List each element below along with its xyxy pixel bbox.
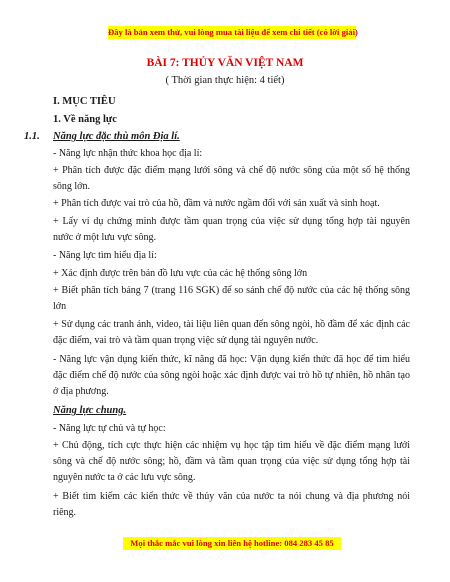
paragraph: + Phân tích được vai trò của hồ, đầm và nước ngầm đối với sản xuất và sinh hoạt. — [53, 198, 380, 209]
paragraph: + Lấy ví dụ chứng minh được tầm quan trọng của việc sử dụng tổng hợp tài nguyên nước ở một lưu vực sông. — [53, 216, 410, 243]
paragraph: + Chủ động, tích cực thực hiện các nhiệm vụ học tập tìm hiểu về đặc điểm mạng lưới sông và chế độ nước sông; hồ, đầm và tầm quan trọng của việc sử dụng tổng hợp tài nguyên nước ta ở các lưu vực sông. — [53, 440, 410, 483]
paragraph: + Xác định được trên bản đồ lưu vực của các hệ thống sông lớn — [53, 268, 308, 279]
subsection-number: 1.1. — [24, 131, 40, 142]
lesson-title: BÀI 7: THỦY VĂN VIỆT NAM — [146, 57, 304, 69]
paragraph: + Phân tích được đặc điểm mạng lưới sông và chế độ nước sông của một số hệ thống sông lớn. — [53, 165, 410, 192]
hotline-footer: Mọi thắc mắc vui lòng xin liên hệ hotline: 084 283 45 85 — [123, 537, 341, 550]
subsection-heading-competence: 1. Về năng lực — [53, 114, 117, 125]
section-heading-objectives: I. MỤC TIÊU — [53, 96, 116, 107]
subsection-heading-specific: Năng lực đặc thù môn Địa lí. — [53, 131, 180, 142]
paragraph: - Năng lực vận dụng kiến thức, kĩ năng đã học: Vận dụng kiến thức đã học để tìm hiểu đặc điểm chế độ nước của sông ngòi hoặc xác định được vai trò hồ tự nhiên, hồ nhân tạo ở địa phương. — [53, 354, 410, 397]
paragraph: + Sử dụng các tranh ảnh, video, tài liệu liên quan đến sông ngòi, hồ đầm để xác định các đặc điểm, vai trò và tầm quan trọng việc sử dụng tài nguyên nước. — [53, 319, 410, 346]
paragraph: + Biết phân tích bảng 7 (trang 116 SGK) để so sánh chế độ nước của các hệ thống sông lớn — [53, 285, 410, 312]
preview-banner: Đây là bản xem thử, vui lòng mua tài liệu để xem chi tiết (có lời giải) — [108, 27, 358, 37]
paragraph: - Năng lực tự chủ và tự học: — [53, 423, 166, 434]
general-competence-heading: Năng lực chung. — [53, 405, 127, 416]
paragraph: - Năng lực tìm hiểu địa lí: — [53, 250, 157, 261]
paragraph: + Biết tìm kiếm các kiến thức về thủy văn của nước ta nói chung và địa phương nói riêng. — [53, 491, 410, 518]
paragraph: - Năng lực nhận thức khoa học địa lí: — [53, 148, 203, 159]
lesson-duration: ( Thời gian thực hiện: 4 tiết) — [165, 75, 285, 86]
